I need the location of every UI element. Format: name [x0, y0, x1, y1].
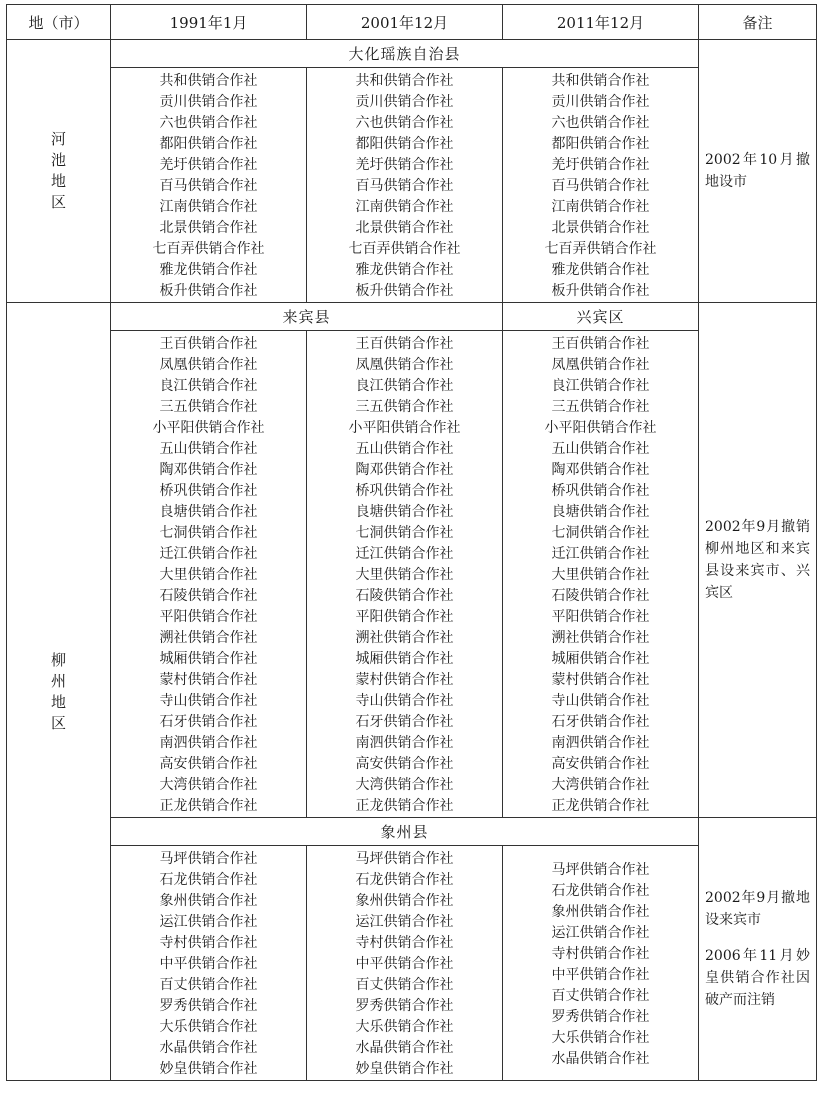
note-text: 2002年10月撤地设市 — [705, 152, 810, 190]
section-xiangzhou-list-row — [7, 846, 817, 1081]
cooperative-item: 羌圩供销合作社 — [355, 157, 454, 173]
cooperative-item: 高安供销合作社 — [159, 756, 258, 772]
cooperative-item: 水晶供销合作社 — [551, 1050, 650, 1067]
note-text: 2002年9月撤地设来宾市 — [705, 890, 810, 928]
header-col3: 2011年12月 — [503, 5, 699, 40]
cooperative-item: 陶邓供销合作社 — [355, 462, 454, 478]
cooperative-item: 大乐供销合作社 — [355, 1019, 454, 1035]
cooperative-item: 共和供销合作社 — [159, 73, 258, 89]
cooperative-item: 凤凰供销合作社 — [355, 357, 454, 373]
cooperative-item: 北景供销合作社 — [159, 220, 258, 236]
cooperative-item: 寺村供销合作社 — [355, 935, 454, 951]
cooperative-item: 六也供销合作社 — [355, 115, 454, 131]
cooperative-item: 平阳供销合作社 — [159, 609, 258, 625]
list-col2 — [307, 331, 503, 818]
cooperative-item: 南泗供销合作社 — [355, 735, 454, 751]
cooperative-item: 城厢供销合作社 — [159, 651, 258, 667]
list-col1 — [111, 68, 307, 303]
cooperative-item: 贡川供销合作社 — [355, 94, 454, 110]
cooperative-item: 小平阳供销合作社 — [152, 420, 265, 436]
cooperative-item: 寺山供销合作社 — [551, 693, 650, 709]
cooperative-item: 石陵供销合作社 — [551, 588, 650, 604]
cooperative-item: 王百供销合作社 — [159, 336, 258, 352]
cooperative-item: 石龙供销合作社 — [551, 882, 650, 899]
cooperative-item: 大湾供销合作社 — [159, 777, 258, 793]
cooperative-item: 桥巩供销合作社 — [159, 483, 258, 499]
cooperative-item: 大里供销合作社 — [355, 567, 454, 583]
cooperative-item: 三五供销合作社 — [159, 399, 258, 415]
cooperative-table — [6, 4, 817, 1081]
cooperative-item: 罗秀供销合作社 — [159, 998, 258, 1014]
cooperative-item: 陶邓供销合作社 — [159, 462, 258, 478]
cooperative-item: 石牙供销合作社 — [355, 714, 454, 730]
cooperative-item: 大里供销合作社 — [551, 567, 650, 583]
cooperative-item: 六也供销合作社 — [159, 115, 258, 131]
cooperative-item: 都阳供销合作社 — [355, 136, 454, 152]
cooperative-item: 七百弄供销合作社 — [348, 241, 461, 257]
cooperative-item: 蒙村供销合作社 — [355, 672, 454, 688]
cooperative-item: 贡川供销合作社 — [551, 94, 650, 110]
cooperative-item: 北景供销合作社 — [355, 220, 454, 236]
cooperative-item: 凤凰供销合作社 — [159, 357, 258, 373]
cooperative-item: 五山供销合作社 — [551, 441, 650, 457]
cooperative-item: 百马供销合作社 — [159, 178, 258, 194]
cooperative-item: 小平阳供销合作社 — [544, 420, 657, 436]
cooperative-item: 寺村供销合作社 — [159, 935, 258, 951]
cooperative-item: 马坪供销合作社 — [551, 861, 650, 878]
cooperative-item: 马坪供销合作社 — [159, 851, 258, 867]
cooperative-item: 良塘供销合作社 — [551, 504, 650, 520]
cooperative-item: 大里供销合作社 — [159, 567, 258, 583]
cooperative-item: 桥巩供销合作社 — [551, 483, 650, 499]
cooperative-item: 迁江供销合作社 — [159, 546, 258, 562]
cooperative-item: 南泗供销合作社 — [551, 735, 650, 751]
cooperative-item: 百丈供销合作社 — [355, 977, 454, 993]
cooperative-item: 寺山供销合作社 — [355, 693, 454, 709]
cooperative-item: 江南供销合作社 — [159, 199, 258, 215]
cooperative-item: 迁江供销合作社 — [551, 546, 650, 562]
cooperative-item: 平阳供销合作社 — [551, 609, 650, 625]
section-laibin-list-row — [7, 331, 817, 818]
county-dahua: 大化瑶族自治县 — [111, 40, 699, 68]
cooperative-item: 蒙村供销合作社 — [551, 672, 650, 688]
cooperative-item: 五山供销合作社 — [355, 441, 454, 457]
section-hechi-list-row — [7, 68, 817, 303]
section-laibin-county-row — [7, 303, 817, 331]
cooperative-item: 五山供销合作社 — [159, 441, 258, 457]
note-text: 2002年9月撤销柳州地区和来宾县设来宾市、兴宾区 — [705, 519, 810, 601]
cooperative-item: 贡川供销合作社 — [159, 94, 258, 110]
cooperative-item: 运江供销合作社 — [355, 914, 454, 930]
cooperative-item: 溯社供销合作社 — [159, 630, 258, 646]
cooperative-item: 六也供销合作社 — [551, 115, 650, 131]
county-xingbin: 兴宾区 — [503, 303, 699, 331]
cooperative-item: 百马供销合作社 — [355, 178, 454, 194]
cooperative-item: 三五供销合作社 — [355, 399, 454, 415]
header-region: 地（市） — [7, 5, 111, 40]
cooperative-item: 大乐供销合作社 — [159, 1019, 258, 1035]
header-col2: 2001年12月 — [307, 5, 503, 40]
cooperative-item: 七百弄供销合作社 — [544, 241, 657, 257]
cooperative-item: 平阳供销合作社 — [355, 609, 454, 625]
county-laibin: 来宾县 — [111, 303, 503, 331]
list-col3 — [503, 331, 699, 818]
cooperative-item: 正龙供销合作社 — [551, 798, 650, 814]
cooperative-item: 羌圩供销合作社 — [159, 157, 258, 173]
cooperative-item: 陶邓供销合作社 — [551, 462, 650, 478]
note-cell-laibin — [699, 303, 817, 818]
cooperative-item: 石陵供销合作社 — [159, 588, 258, 604]
cooperative-item: 罗秀供销合作社 — [551, 1008, 650, 1025]
cooperative-item: 石牙供销合作社 — [551, 714, 650, 730]
cooperative-item: 妙皇供销合作社 — [355, 1061, 454, 1077]
list-col3 — [503, 846, 699, 1081]
cooperative-item: 七洞供销合作社 — [355, 525, 454, 541]
cooperative-item: 板升供销合作社 — [355, 283, 454, 299]
cooperative-item: 石龙供销合作社 — [159, 872, 258, 888]
cooperative-item: 王百供销合作社 — [355, 336, 454, 352]
cooperative-item: 百丈供销合作社 — [551, 987, 650, 1004]
cooperative-item: 大湾供销合作社 — [551, 777, 650, 793]
cooperative-item: 中平供销合作社 — [159, 956, 258, 972]
cooperative-item: 桥巩供销合作社 — [355, 483, 454, 499]
cooperative-item: 象州供销合作社 — [355, 893, 454, 909]
cooperative-item: 共和供销合作社 — [355, 73, 454, 89]
cooperative-item: 马坪供销合作社 — [355, 851, 454, 867]
cooperative-item: 良江供销合作社 — [551, 378, 650, 394]
header-row — [7, 5, 817, 40]
cooperative-item: 良塘供销合作社 — [159, 504, 258, 520]
cooperative-item: 百丈供销合作社 — [159, 977, 258, 993]
region-cell-hechi — [7, 40, 111, 303]
cooperative-item: 寺山供销合作社 — [159, 693, 258, 709]
cooperative-item: 妙皇供销合作社 — [159, 1061, 258, 1077]
cooperative-item: 王百供销合作社 — [551, 336, 650, 352]
cooperative-item: 罗秀供销合作社 — [355, 998, 454, 1014]
cooperative-item: 良江供销合作社 — [355, 378, 454, 394]
cooperative-item: 正龙供销合作社 — [159, 798, 258, 814]
region-label: 河 池 地 区 — [50, 130, 66, 211]
region-label: 柳 州 地 区 — [50, 650, 66, 732]
cooperative-item: 都阳供销合作社 — [551, 136, 650, 152]
cooperative-item: 溯社供销合作社 — [551, 630, 650, 646]
cooperative-item: 高安供销合作社 — [355, 756, 454, 772]
cooperative-item: 三五供销合作社 — [551, 399, 650, 415]
cooperative-item: 高安供销合作社 — [551, 756, 650, 772]
cooperative-item: 共和供销合作社 — [551, 73, 650, 89]
cooperative-item: 中平供销合作社 — [551, 966, 650, 983]
cooperative-item: 羌圩供销合作社 — [551, 157, 650, 173]
cooperative-item: 七洞供销合作社 — [551, 525, 650, 541]
list-col2 — [307, 68, 503, 303]
cooperative-item: 凤凰供销合作社 — [551, 357, 650, 373]
section-hechi-county-row — [7, 40, 817, 68]
county-xiangzhou: 象州县 — [111, 818, 699, 846]
cooperative-item: 江南供销合作社 — [551, 199, 650, 215]
header-note: 备注 — [699, 5, 817, 40]
cooperative-item: 正龙供销合作社 — [355, 798, 454, 814]
cooperative-item: 雅龙供销合作社 — [355, 262, 454, 278]
cooperative-item: 运江供销合作社 — [551, 924, 650, 941]
header-col1: 1991年1月 — [111, 5, 307, 40]
cooperative-item: 雅龙供销合作社 — [159, 262, 258, 278]
list-col1 — [111, 331, 307, 818]
cooperative-item: 良江供销合作社 — [159, 378, 258, 394]
cooperative-item: 象州供销合作社 — [551, 903, 650, 920]
cooperative-item: 水晶供销合作社 — [159, 1040, 258, 1056]
cooperative-item: 七百弄供销合作社 — [152, 241, 265, 257]
cooperative-item: 迁江供销合作社 — [355, 546, 454, 562]
cooperative-item: 石陵供销合作社 — [355, 588, 454, 604]
cooperative-item: 运江供销合作社 — [159, 914, 258, 930]
cooperative-item: 象州供销合作社 — [159, 893, 258, 909]
cooperative-item: 板升供销合作社 — [551, 283, 650, 299]
cooperative-item: 百马供销合作社 — [551, 178, 650, 194]
cooperative-item: 中平供销合作社 — [355, 956, 454, 972]
cooperative-item: 寺村供销合作社 — [551, 945, 650, 962]
note-cell-xiangzhou — [699, 818, 817, 1081]
cooperative-item: 城厢供销合作社 — [355, 651, 454, 667]
list-col3 — [503, 68, 699, 303]
cooperative-item: 雅龙供销合作社 — [551, 262, 650, 278]
note-cell-hechi — [699, 40, 817, 303]
region-cell-liuzhou — [7, 303, 111, 1081]
cooperative-item: 石牙供销合作社 — [159, 714, 258, 730]
cooperative-item: 江南供销合作社 — [355, 199, 454, 215]
cooperative-item: 水晶供销合作社 — [355, 1040, 454, 1056]
cooperative-item: 石龙供销合作社 — [355, 872, 454, 888]
list-col1 — [111, 846, 307, 1081]
cooperative-item: 都阳供销合作社 — [159, 136, 258, 152]
cooperative-item: 大湾供销合作社 — [355, 777, 454, 793]
cooperative-item: 北景供销合作社 — [551, 220, 650, 236]
cooperative-item: 大乐供销合作社 — [551, 1029, 650, 1046]
cooperative-item: 溯社供销合作社 — [355, 630, 454, 646]
cooperative-item: 良塘供销合作社 — [355, 504, 454, 520]
note-text: 2006年11月妙皇供销合作社因破产而注销 — [705, 948, 810, 1008]
cooperative-item: 城厢供销合作社 — [551, 651, 650, 667]
cooperative-item: 板升供销合作社 — [159, 283, 258, 299]
cooperative-item: 蒙村供销合作社 — [159, 672, 258, 688]
cooperative-item: 七洞供销合作社 — [159, 525, 258, 541]
section-xiangzhou-county-row — [7, 818, 817, 846]
list-col2 — [307, 846, 503, 1081]
cooperative-item: 南泗供销合作社 — [159, 735, 258, 751]
cooperative-item: 小平阳供销合作社 — [348, 420, 461, 436]
